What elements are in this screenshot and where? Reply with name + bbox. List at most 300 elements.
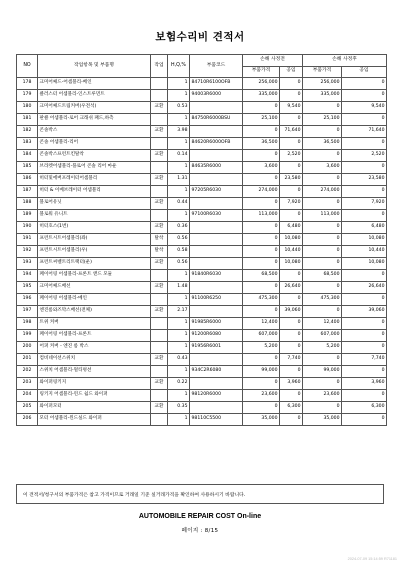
- cell-after-price: 35,000: [303, 414, 342, 426]
- cell-part-code: 91200R6080: [190, 330, 243, 342]
- cell-no: 181: [17, 114, 38, 126]
- table-row: [17, 186, 387, 198]
- table-row: [17, 282, 387, 294]
- header-after-labor: 공임: [342, 66, 387, 78]
- cell-after-labor: 39,060: [342, 306, 387, 318]
- cell-before-labor: 9,540: [280, 102, 303, 114]
- cell-no: 203: [17, 378, 38, 390]
- header-after-price: 부품가격: [303, 66, 342, 78]
- cell-work: 교환: [151, 222, 168, 234]
- cell-no: 184: [17, 150, 38, 162]
- cell-work: 교환: [151, 150, 168, 162]
- cell-after-labor: 0: [342, 114, 387, 126]
- cell-before-labor: 23,580: [280, 174, 303, 186]
- cell-after-price: 25,100: [303, 114, 342, 126]
- cell-hq: 0.43: [168, 354, 190, 366]
- cell-after-price: 0: [303, 234, 342, 246]
- cell-no: 185: [17, 162, 38, 174]
- cell-hq: 1.31: [168, 174, 190, 186]
- cell-item: 링키지 어셈블리-윈드 쉴드 와이퍼: [38, 390, 151, 402]
- cell-work: 교환: [151, 126, 168, 138]
- cell-work: [151, 318, 168, 330]
- cell-hq: 1: [168, 114, 190, 126]
- cell-before-labor: 0: [280, 414, 303, 426]
- cell-item: 블로어유닛: [38, 198, 151, 210]
- cell-no: 199: [17, 330, 38, 342]
- cell-part-code: [190, 234, 243, 246]
- cell-before-price: 25,100: [243, 114, 280, 126]
- cell-before-price: 274,000: [243, 186, 280, 198]
- cell-part-code: [190, 282, 243, 294]
- cell-hq: 0.14: [168, 150, 190, 162]
- cell-after-price: 0: [303, 246, 342, 258]
- cell-hq: 1: [168, 390, 190, 402]
- cell-hq: 1: [168, 90, 190, 102]
- cell-part-code: 934C2R6080: [190, 366, 243, 378]
- cell-after-labor: 0: [342, 78, 387, 90]
- cell-part-code: 97205R6030: [190, 186, 243, 198]
- cell-after-labor: 26,640: [342, 282, 387, 294]
- cell-no: 198: [17, 318, 38, 330]
- cell-work: 교환: [151, 402, 168, 414]
- cell-work: 교환: [151, 306, 168, 318]
- cell-after-price: 3,600: [303, 162, 342, 174]
- cell-before-price: 0: [243, 246, 280, 258]
- brand-name: AUTOMOBILE REPAIR COST On-line: [138, 513, 262, 520]
- cell-part-code: 84750R6000BSU: [190, 114, 243, 126]
- cell-before-labor: 71,640: [280, 126, 303, 138]
- cell-item: 트위 커버: [38, 318, 151, 330]
- cell-before-labor: 0: [280, 138, 303, 150]
- cell-hq: 1.48: [168, 282, 190, 294]
- cell-item: 블로워 유니트: [38, 210, 151, 222]
- table-row: [17, 366, 387, 378]
- cell-hq: 0.36: [168, 222, 190, 234]
- cell-item: 크미어쎄드-어셈블리-베인: [38, 78, 151, 90]
- cell-after-labor: 0: [342, 318, 387, 330]
- cell-part-code: [190, 198, 243, 210]
- table-row: [17, 354, 387, 366]
- cell-hq: 1: [168, 366, 190, 378]
- cell-item: 클러스터 어셈블리-인스트루먼트: [38, 90, 151, 102]
- table-row: [17, 330, 387, 342]
- cell-part-code: [190, 246, 243, 258]
- cell-before-price: 0: [243, 282, 280, 294]
- cell-before-price: 0: [243, 402, 280, 414]
- cell-before-labor: 39,060: [280, 306, 303, 318]
- table-row: [17, 126, 387, 138]
- cell-before-labor: 0: [280, 78, 303, 90]
- header-before-adjust: 손해 사정전: [243, 55, 303, 67]
- cell-work: [151, 294, 168, 306]
- cell-hq: 0.53: [168, 102, 190, 114]
- cell-item: 히터호스(1번): [38, 222, 151, 234]
- cell-work: [151, 270, 168, 282]
- cell-after-labor: 0: [342, 342, 387, 354]
- cell-part-code: 91956R6001: [190, 342, 243, 354]
- cell-after-labor: 6,300: [342, 402, 387, 414]
- cell-after-labor: 6,480: [342, 222, 387, 234]
- cell-after-labor: 0: [342, 210, 387, 222]
- cell-before-labor: 10,440: [280, 246, 303, 258]
- cell-after-price: 335,000: [303, 90, 342, 102]
- cell-hq: 0.44: [168, 198, 190, 210]
- table-row: [17, 318, 387, 330]
- cell-after-labor: 0: [342, 138, 387, 150]
- cell-before-price: 335,000: [243, 90, 280, 102]
- cell-after-price: 36,500: [303, 138, 342, 150]
- cell-no: 202: [17, 366, 38, 378]
- cell-no: 179: [17, 90, 38, 102]
- cell-work: [151, 366, 168, 378]
- header-item: 작업항목 및 부품명: [38, 55, 151, 78]
- cell-work: [151, 114, 168, 126]
- table-row: [17, 234, 387, 246]
- cell-work: 교환: [151, 354, 168, 366]
- cell-part-code: [190, 402, 243, 414]
- cell-no: 201: [17, 354, 38, 366]
- cell-no: 180: [17, 102, 38, 114]
- cell-after-price: 0: [303, 258, 342, 270]
- cell-after-price: 0: [303, 306, 342, 318]
- cell-before-labor: 3,960: [280, 378, 303, 390]
- cell-hq: 0.22: [168, 378, 190, 390]
- cell-work: [151, 186, 168, 198]
- table-row: [17, 270, 387, 282]
- cell-no: 190: [17, 222, 38, 234]
- cell-before-price: 0: [243, 174, 280, 186]
- cell-work: [151, 330, 168, 342]
- cell-after-price: 0: [303, 150, 342, 162]
- cell-hq: 0.56: [168, 258, 190, 270]
- cell-after-labor: 0: [342, 366, 387, 378]
- cell-before-price: 0: [243, 306, 280, 318]
- cell-before-labor: 10,080: [280, 258, 303, 270]
- cell-part-code: [190, 354, 243, 366]
- cell-before-labor: 7,920: [280, 198, 303, 210]
- cell-after-price: 607,000: [303, 330, 342, 342]
- table-row: [17, 138, 387, 150]
- cell-before-labor: 0: [280, 294, 303, 306]
- cell-no: 200: [17, 342, 38, 354]
- cell-hq: 3.98: [168, 126, 190, 138]
- cell-work: 교환: [151, 198, 168, 210]
- cell-hq: 1: [168, 294, 190, 306]
- cell-after-price: 475,300: [303, 294, 342, 306]
- cell-before-labor: 0: [280, 210, 303, 222]
- table-row: [17, 390, 387, 402]
- cell-after-price: 0: [303, 378, 342, 390]
- cell-no: 187: [17, 186, 38, 198]
- cell-before-labor: 0: [280, 270, 303, 282]
- cell-after-labor: 0: [342, 270, 387, 282]
- cell-no: 194: [17, 270, 38, 282]
- cell-hq: 1: [168, 78, 190, 90]
- cell-after-price: 0: [303, 402, 342, 414]
- cell-part-code: [190, 174, 243, 186]
- cell-before-price: 0: [243, 258, 280, 270]
- cell-after-price: 0: [303, 174, 342, 186]
- cell-after-labor: 7,740: [342, 354, 387, 366]
- cell-after-price: 256,000: [303, 78, 342, 90]
- cell-part-code: 91985R6000: [190, 318, 243, 330]
- cell-after-labor: 0: [342, 390, 387, 402]
- cell-before-price: 36,500: [243, 138, 280, 150]
- cell-after-price: 0: [303, 222, 342, 234]
- cell-part-code: [190, 306, 243, 318]
- cell-after-labor: 23,580: [342, 174, 387, 186]
- table-row: [17, 258, 387, 270]
- cell-item: 어퍼 커버 - 엔진 룸 박스: [38, 342, 151, 354]
- cell-before-price: 0: [243, 198, 280, 210]
- cell-no: 206: [17, 414, 38, 426]
- cell-hq: 1: [168, 342, 190, 354]
- cell-after-labor: 2,520: [342, 150, 387, 162]
- table-row: [17, 102, 387, 114]
- table-row: [17, 114, 387, 126]
- cell-after-price: 5,200: [303, 342, 342, 354]
- cell-before-price: 113,000: [243, 210, 280, 222]
- cell-work: [151, 342, 168, 354]
- cell-item: 콘솔박스: [38, 126, 151, 138]
- cell-no: 188: [17, 198, 38, 210]
- cell-hq: 1: [168, 270, 190, 282]
- table-row: [17, 378, 387, 390]
- cell-before-labor: 0: [280, 330, 303, 342]
- cell-after-price: 274,000: [303, 186, 342, 198]
- cell-after-labor: 71,640: [342, 126, 387, 138]
- cell-before-labor: 26,640: [280, 282, 303, 294]
- cell-work: 탈착: [151, 246, 168, 258]
- cell-part-code: 91840R6030: [190, 270, 243, 282]
- cell-no: 192: [17, 246, 38, 258]
- table-row: [17, 342, 387, 354]
- cell-item: 콘솔박스프런트킨탈착: [38, 150, 151, 162]
- cell-before-price: 475,300: [243, 294, 280, 306]
- cell-hq: 1: [168, 330, 190, 342]
- cell-work: 탈착: [151, 234, 168, 246]
- cell-no: 182: [17, 126, 38, 138]
- cell-before-labor: 6,480: [280, 222, 303, 234]
- cell-hq: 1: [168, 186, 190, 198]
- cell-work: [151, 210, 168, 222]
- header-after-adjust: 손해 사정후: [303, 55, 387, 67]
- header-before-labor: 공임: [280, 66, 303, 78]
- cell-item: 크미어쎄드트림커버(우전석): [38, 102, 151, 114]
- cell-before-price: 3,600: [243, 162, 280, 174]
- cell-item: 와이퍼모터: [38, 402, 151, 414]
- table-row: [17, 174, 387, 186]
- cell-after-labor: 0: [342, 330, 387, 342]
- cell-part-code: 98120R6000: [190, 390, 243, 402]
- cell-no: 191: [17, 234, 38, 246]
- cell-item: 페이어링 어셈블리-프론트: [38, 330, 151, 342]
- cell-before-labor: 0: [280, 390, 303, 402]
- cell-before-price: 0: [243, 378, 280, 390]
- cell-hq: 1: [168, 318, 190, 330]
- table-row: [17, 246, 387, 258]
- cell-before-price: 0: [243, 126, 280, 138]
- cell-after-labor: 0: [342, 414, 387, 426]
- cell-before-price: 23,600: [243, 390, 280, 402]
- cell-hq: 0.58: [168, 246, 190, 258]
- cell-no: 196: [17, 294, 38, 306]
- cell-item: 컴비네이션스위치: [38, 354, 151, 366]
- cell-item: 콘솔 어셈블리-리어: [38, 138, 151, 150]
- cell-before-labor: 6,300: [280, 402, 303, 414]
- table-row: [17, 414, 387, 426]
- header-no: NO: [17, 55, 38, 78]
- footnote: 이 견적서/청구서의 부품가격은 참고 가격이므로 거래일 기준 실거래가격을 확인하여 사용하시기 바랍니다.: [16, 484, 384, 504]
- cell-no: 183: [17, 138, 38, 150]
- cell-part-code: [190, 102, 243, 114]
- table-row: [17, 210, 387, 222]
- cell-after-price: 23,600: [303, 390, 342, 402]
- cell-part-code: [190, 150, 243, 162]
- cell-after-labor: 0: [342, 294, 387, 306]
- cell-item: 판클 어셈블리-로어 크래쉬 패드,하측: [38, 114, 151, 126]
- cell-hq: 1: [168, 210, 190, 222]
- header-code: 부품코드: [190, 55, 243, 78]
- cell-work: [151, 138, 168, 150]
- cell-before-labor: 0: [280, 318, 303, 330]
- cell-item: 프런트씨벨트리트랙터(운): [38, 258, 151, 270]
- cell-work: 교환: [151, 282, 168, 294]
- cell-before-price: 99,000: [243, 366, 280, 378]
- cell-hq: 1: [168, 414, 190, 426]
- cell-after-price: 68,500: [303, 270, 342, 282]
- cell-after-price: 99,000: [303, 366, 342, 378]
- cell-before-labor: 0: [280, 186, 303, 198]
- cell-part-code: 97100R6030: [190, 210, 243, 222]
- cell-after-labor: 0: [342, 90, 387, 102]
- cell-item: 프런트시트어셈블리(좌): [38, 234, 151, 246]
- cell-after-price: 0: [303, 354, 342, 366]
- cell-no: 197: [17, 306, 38, 318]
- cell-before-labor: 0: [280, 366, 303, 378]
- cell-item: 스위치 어셈블리-멀티펑션: [38, 366, 151, 378]
- cell-part-code: 94003R6000: [190, 90, 243, 102]
- cell-item: 페이어링 어셈블리-메인: [38, 294, 151, 306]
- cell-work: 교환: [151, 378, 168, 390]
- cell-after-price: 0: [303, 282, 342, 294]
- cell-before-price: 0: [243, 102, 280, 114]
- cell-work: 교환: [151, 174, 168, 186]
- cell-work: 교환: [151, 258, 168, 270]
- cell-hq: 0.35: [168, 402, 190, 414]
- cell-before-price: 0: [243, 354, 280, 366]
- cell-before-price: 35,000: [243, 414, 280, 426]
- cell-before-price: 68,500: [243, 270, 280, 282]
- cell-after-price: 0: [303, 198, 342, 210]
- cell-before-labor: 10,080: [280, 234, 303, 246]
- cell-no: 195: [17, 282, 38, 294]
- cell-before-price: 0: [243, 234, 280, 246]
- cell-item: 히터및에버포레이터어셈블리: [38, 174, 151, 186]
- cell-before-labor: 7,740: [280, 354, 303, 366]
- cell-after-price: 0: [303, 126, 342, 138]
- cell-before-price: 256,000: [243, 78, 280, 90]
- cell-before-price: 5,200: [243, 342, 280, 354]
- table-row: [17, 402, 387, 414]
- document-title: 보험수리비 견적서: [155, 31, 245, 43]
- cell-hq: 0.56: [168, 234, 190, 246]
- cell-item: 히터 & 이베브레이터 어셈블리: [38, 186, 151, 198]
- cell-before-labor: 0: [280, 342, 303, 354]
- cell-item: 페이어링 어셈블리-프론트 앤드 모듈: [38, 270, 151, 282]
- cell-after-labor: 9,540: [342, 102, 387, 114]
- cell-work: [151, 390, 168, 402]
- cell-before-labor: 0: [280, 162, 303, 174]
- cell-after-labor: 7,920: [342, 198, 387, 210]
- table-row: [17, 78, 387, 90]
- cell-part-code: [190, 126, 243, 138]
- table-row: [17, 306, 387, 318]
- cell-after-price: 0: [303, 102, 342, 114]
- cell-after-labor: 10,080: [342, 258, 387, 270]
- cell-hq: 1: [168, 138, 190, 150]
- table-row: [17, 90, 387, 102]
- cell-work: [151, 162, 168, 174]
- cell-after-labor: 0: [342, 186, 387, 198]
- table-row: [17, 150, 387, 162]
- cell-before-labor: 2,520: [280, 150, 303, 162]
- cell-work: [151, 78, 168, 90]
- cell-no: 189: [17, 210, 38, 222]
- cell-no: 178: [17, 78, 38, 90]
- cell-item: 모터 어셈블리-윈드실드 와이퍼: [38, 414, 151, 426]
- cell-item: 와이퍼링키지: [38, 378, 151, 390]
- cell-no: 204: [17, 390, 38, 402]
- cell-before-price: 12,400: [243, 318, 280, 330]
- cell-work: [151, 414, 168, 426]
- cell-part-code: 84620R6000OFB: [190, 138, 243, 150]
- estimate-table: [16, 54, 387, 426]
- cell-part-code: [190, 222, 243, 234]
- cell-before-labor: 0: [280, 114, 303, 126]
- page-number: 페이지 : 8/15: [181, 528, 219, 534]
- cell-after-labor: 10,080: [342, 234, 387, 246]
- cell-item: 크미어쎄드배선: [38, 282, 151, 294]
- cell-item: 브라켓어셈블리-플로어 콘솔 리어 마운: [38, 162, 151, 174]
- cell-before-price: 0: [243, 222, 280, 234]
- header-before-price: 부품가격: [243, 66, 280, 78]
- cell-after-labor: 10,440: [342, 246, 387, 258]
- cell-part-code: [190, 258, 243, 270]
- header-hq: H,Q,%: [168, 55, 190, 78]
- cell-after-price: 113,000: [303, 210, 342, 222]
- cell-before-price: 607,000: [243, 330, 280, 342]
- cell-part-code: [190, 378, 243, 390]
- table-header-row-1: [17, 55, 387, 67]
- cell-no: 205: [17, 402, 38, 414]
- table-row: [17, 294, 387, 306]
- cell-hq: 2.17: [168, 306, 190, 318]
- cell-item: 프런트시트어셈블리(우): [38, 246, 151, 258]
- cell-work: [151, 90, 168, 102]
- cell-part-code: 98110C5500: [190, 414, 243, 426]
- table-row: [17, 162, 387, 174]
- cell-after-labor: 3,960: [342, 378, 387, 390]
- cell-before-price: 0: [243, 150, 280, 162]
- cell-item: 엔진룸와즈막스배선(전체): [38, 306, 151, 318]
- cell-before-labor: 0: [280, 90, 303, 102]
- cell-no: 186: [17, 174, 38, 186]
- print-timestamp: 2024-07-09 15:14:59 R71181: [347, 557, 397, 561]
- cell-part-code: 84710R6100OFB: [190, 78, 243, 90]
- cell-part-code: 91100R6250: [190, 294, 243, 306]
- cell-no: 193: [17, 258, 38, 270]
